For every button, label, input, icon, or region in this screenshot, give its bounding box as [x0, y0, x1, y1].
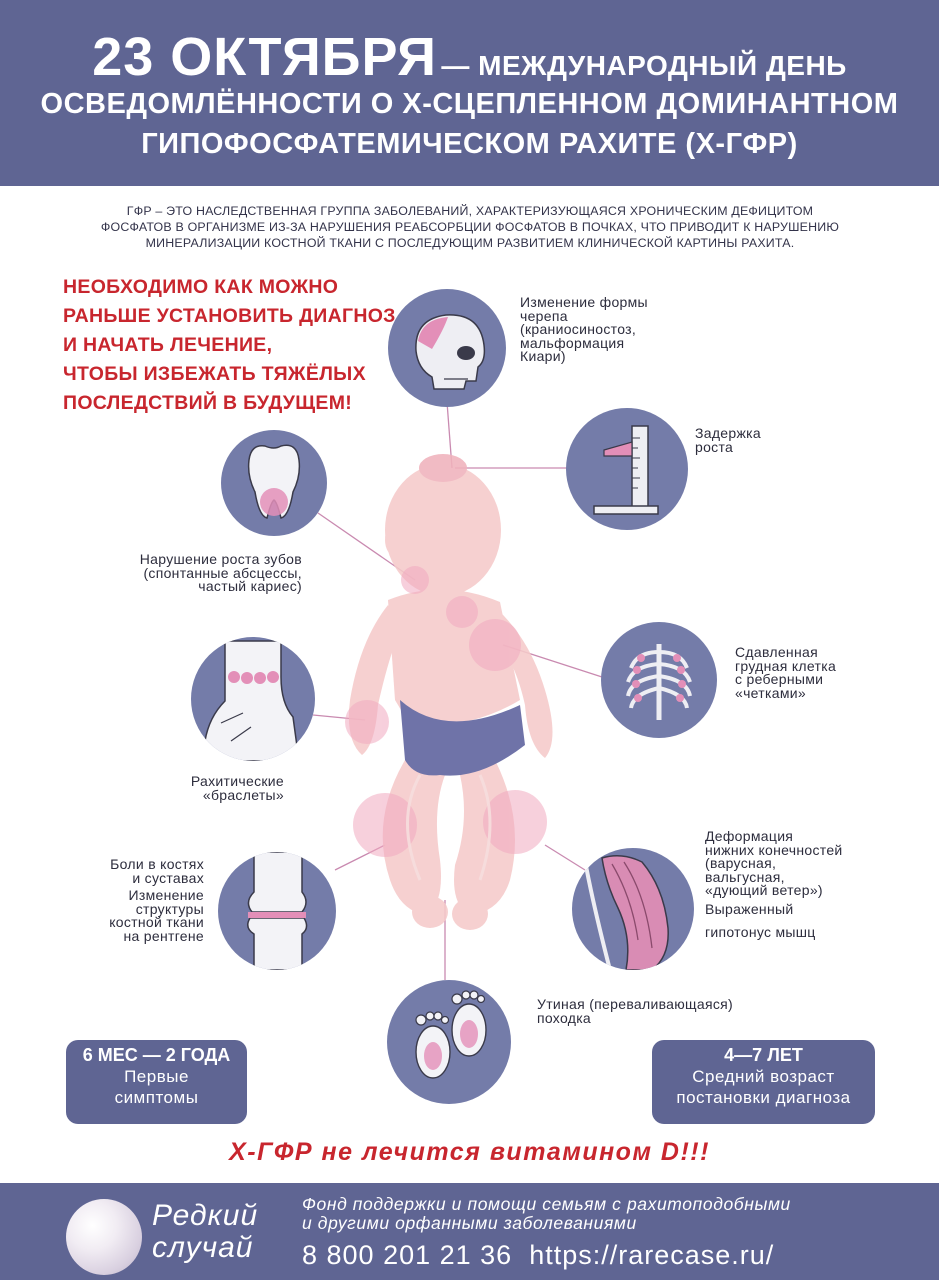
height-meter-icon: [566, 408, 688, 530]
diagnosis-age-box: [652, 1040, 875, 1124]
box-line: постановки диагноза: [676, 1088, 851, 1107]
growth-label: Задержка роста: [695, 425, 761, 455]
box-line: Первые: [124, 1067, 189, 1086]
diagnosis-age: 4—7 ЛЕТ: [724, 1045, 803, 1065]
warning-line: НЕОБХОДИМО КАК МОЖНО: [63, 276, 339, 298]
gait-circle: [387, 980, 511, 1104]
contacts: [302, 1240, 774, 1271]
skull-circle: [388, 289, 506, 407]
slogan: Х-ГФР не лечится витамином D!!!: [229, 1138, 710, 1166]
warning-line: РАНЬШЕ УСТАНОВИТЬ ДИАГНОЗ: [63, 305, 396, 327]
legs-label: Деформация нижних конечностей (варусная, вальгусная, «дующий ветер»): [705, 828, 843, 898]
chest-label: Сдавленная грудная клетка с реберными «четками»: [735, 644, 837, 701]
header-line-2: ОСВЕДОМЛЁННОСТИ О Х-СЦЕПЛЕННОМ ДОМИНАНТНОМ: [40, 88, 899, 120]
website-link[interactable]: https://rarecase.ru/: [529, 1240, 775, 1270]
intro-line: МИНЕРАЛИЗАЦИИ КОСТНОЙ ТКАНИ С ПОСЛЕДУЮЩИМ РАЗВИТИЕМ КЛИНИЧЕСКОЙ КАРТИНЫ РАХИТА.: [145, 236, 795, 250]
warning-line: ПОСЛЕДСТВИЙ В БУДУЩЕМ!: [63, 392, 353, 414]
description-line: Фонд поддержки и помощи семьям с рахитоподобными: [302, 1194, 791, 1214]
wrist-label: Рахитические «браслеты»: [190, 773, 284, 803]
ribcage-icon: [601, 622, 717, 738]
first-symptoms-box: [66, 1040, 247, 1124]
intro-line: ГФР – ЭТО НАСЛЕДСТВЕННАЯ ГРУППА ЗАБОЛЕВАНИЙ, ХАРАКТЕРИЗУЮЩАЯСЯ ХРОНИЧЕСКИМ ДЕФИЦИТОМ: [126, 204, 814, 218]
intro-line: ФОСФАТОВ В ОРГАНИЗМЕ ИЗ-ЗА НАРУШЕНИЯ РЕАБСОРБЦИИ ФОСФАТОВ В ПОЧКАХ, ЧТО ПРИВОДИТ К НАРУШЕНИЮ: [100, 220, 840, 234]
chest-circle: [601, 622, 717, 738]
bones-label: Боли в костях и суставах: [110, 856, 204, 886]
header-line-3: ГИПОФОСФАТЕМИЧЕСКОМ РАХИТЕ (Х-ГФР): [141, 128, 798, 160]
joint-icon: [218, 852, 336, 970]
wrist-circle: [191, 637, 315, 761]
description-line: и другими орфанными заболеваниями: [302, 1213, 637, 1233]
logo-line: случай: [152, 1231, 254, 1264]
logo-line: Редкий: [152, 1199, 259, 1232]
baby-figure: [349, 454, 553, 930]
bone-structure-label: Изменение структуры костной ткани на рентгене: [109, 887, 204, 944]
footprints-icon: [387, 980, 511, 1104]
skull-label: Изменение формы черепа (краниосиностоз, мальформация Киари): [520, 294, 648, 364]
legs-circle: [572, 848, 694, 970]
muscle-label-1: Выраженный: [705, 901, 794, 917]
header-date: 23 ОКТЯБРЯ: [92, 27, 437, 87]
header-line1-rest: — МЕЖДУНАРОДНЫЙ ДЕНЬ: [441, 50, 847, 81]
box-line: симптомы: [114, 1088, 199, 1107]
phone-number[interactable]: 8 800 201 21 36: [302, 1240, 513, 1270]
box-line: Средний возраст: [692, 1067, 835, 1086]
wrist-icon: [191, 637, 315, 761]
warning-line: ЧТОБЫ ИЗБЕЖАТЬ ТЯЖЁЛЫХ: [63, 363, 366, 385]
pearl-logo-icon: [66, 1199, 142, 1275]
teeth-label: Нарушение роста зубов (спонтанные абсцессы, частый кариес): [139, 551, 302, 594]
bones-circle: [218, 852, 336, 970]
growth-circle: [566, 408, 688, 530]
skull-icon: [388, 289, 506, 407]
muscle-label-2: гипотонус мышц: [705, 924, 816, 940]
tooth-icon: [221, 430, 327, 536]
warning-line: И НАЧАТЬ ЛЕЧЕНИЕ,: [63, 334, 273, 356]
teeth-circle: [221, 430, 327, 536]
logo-text: [152, 1200, 258, 1264]
first-symptoms-age: 6 МЕС — 2 ГОДА: [82, 1045, 231, 1065]
muscle-leg-icon: [572, 848, 694, 970]
foundation-description: [302, 1195, 791, 1233]
gait-label: Утиная (переваливающаяся) походка: [537, 996, 733, 1026]
